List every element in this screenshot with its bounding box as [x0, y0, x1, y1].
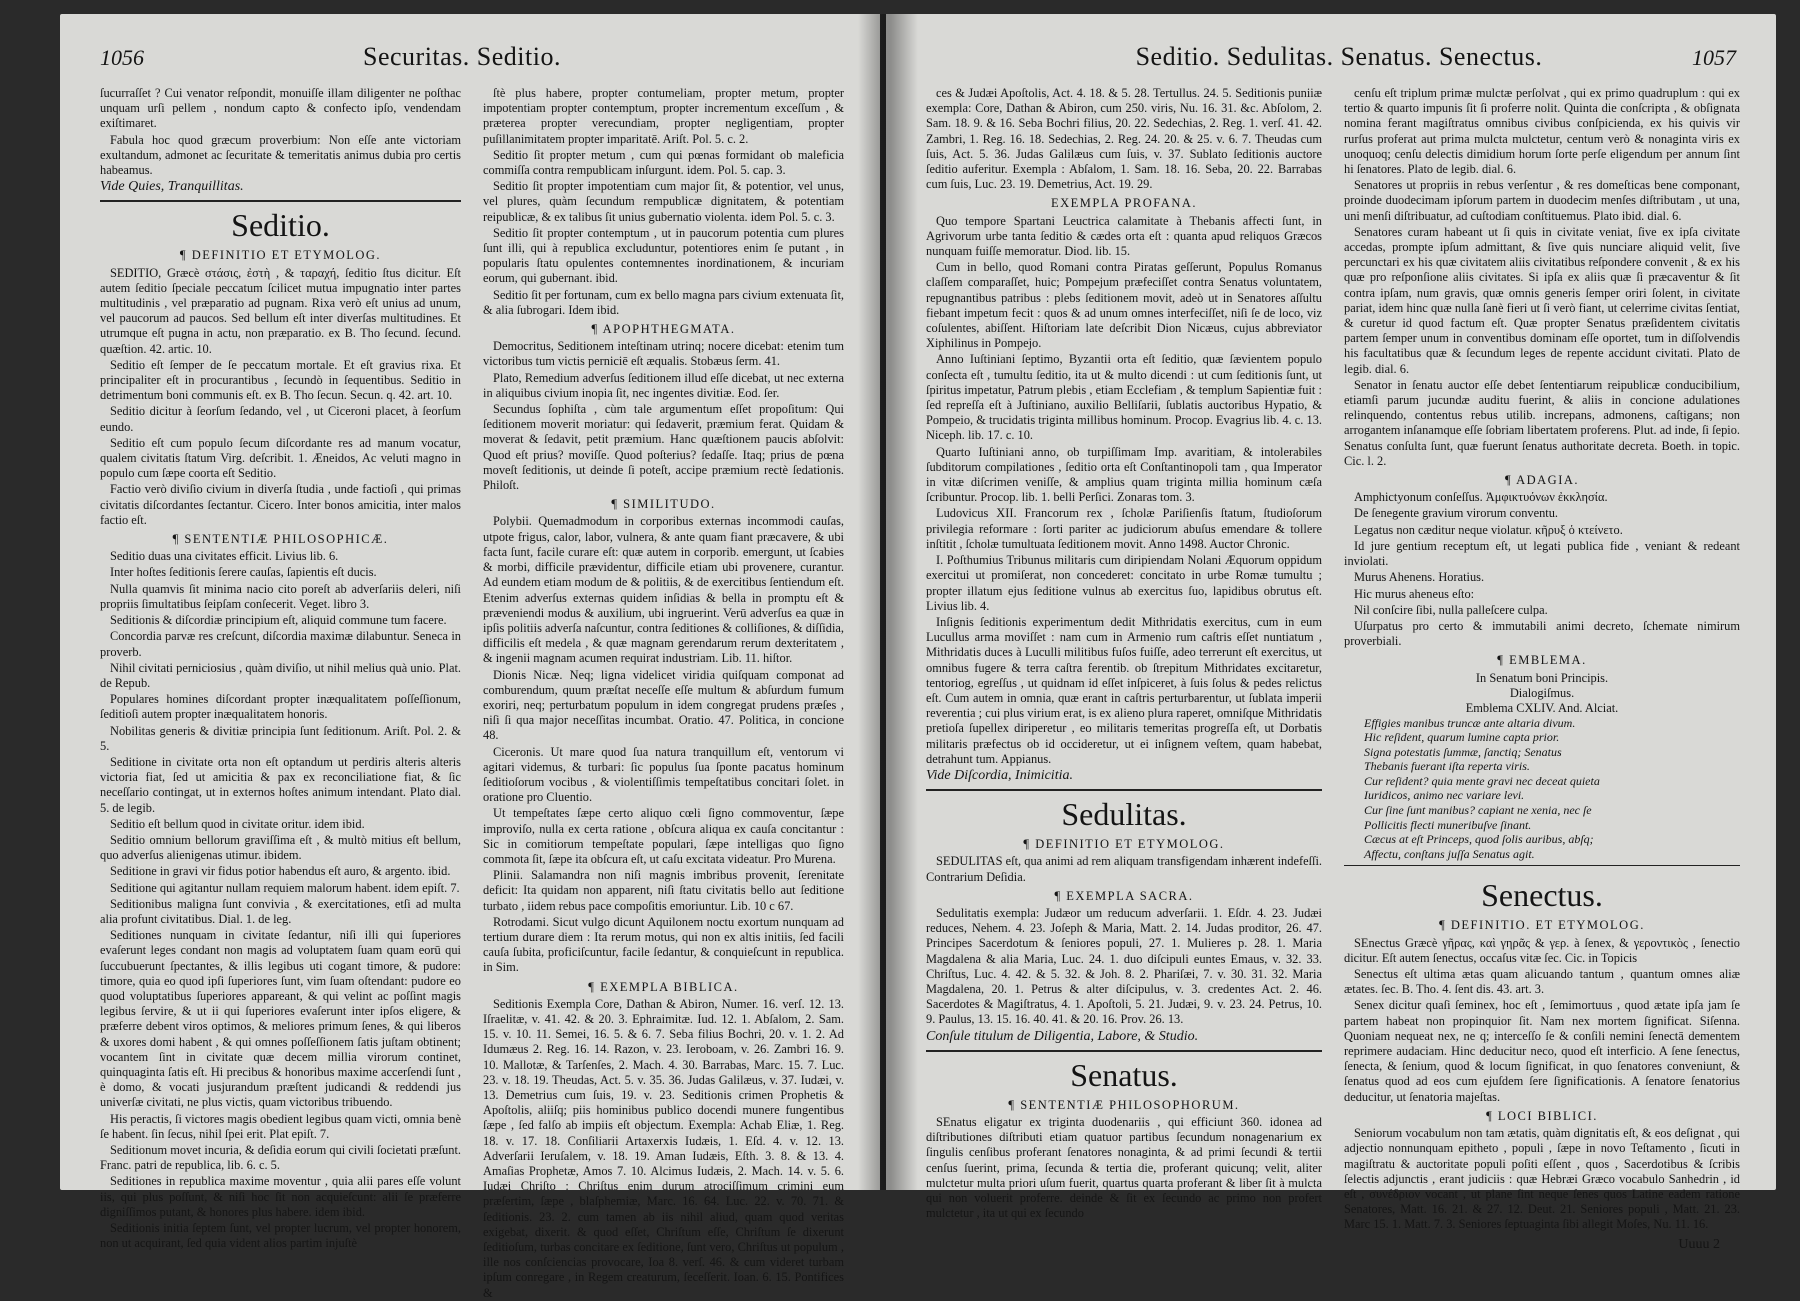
text-line: Cæcus at eſt Princeps, quod ſolis auribus, abſq; — [1364, 832, 1594, 847]
sub-heading: ¶ APOPHTHEGMATA. — [591, 322, 736, 337]
left-page-number: 1056 — [100, 45, 144, 70]
left-column-1 — [100, 86, 461, 1251]
text-line: Signa potestatis ſummæ, ſanctiq; Senatus — [1364, 744, 1562, 759]
paragraph: SEnatus eligatur ex triginta duodenariis , qui efficiunt 360. idonea ad diſtributiones diſtributi etiam quatuor partibus ſecundum nonagenarium ex ſingulis cenſibus proferant ſenatores nonaginta, & ad primi ſecundi & tertii cenſus ſuerint, prima, ſecunda & tertia die, proferant quicunq; velit, aliter mulctetur multa priori uſum fuerit, quartus quarta proferant & liber ſit à mulcta qui non voluerit proferre. deinde & ſit ex ſecundo ac primo non profert mulctetur , ita ut qui ex ſecundo — [926, 1114, 1322, 1221]
sub-heading: ¶ EMBLEMA. — [1497, 653, 1587, 668]
text-line: In Senatum boni Principis. — [1475, 670, 1609, 685]
right-page — [886, 14, 1776, 1252]
paragraph: Secundus ſophiſta , cùm tale argumentum eſſet propoſitum: Qui ſeditionem moverit moriatur: qui ſedaverit, præmium ferat. Quidam & moverat & ſedavit, petit præmium. Hanc quæſtionem paucis abſolvit: Quod eſt prius? moviſſe. Quod poſterius? ſedaſſe. Itaq; prius de pœna moveſt ſeditionis, ut deinde ſi poteſt, accipe præmium rectè ſedationis. Philoſt. — [483, 402, 844, 493]
paragraph: ces & Judæi Apoſtolis, Act. 4. 18. & 5. 28. Tertullus. 24. 5. Seditionis puniiæ exempla: Core, Dathan & Abiron, cum 250. viris, Nu. 16. 31. &c. Abſolom, 2. Sam. 18. 9. & 16. Seba Bochri filius, 20. 22. Sedechias, 2. Reg. 1. verſ. 41. 42. Zambri, 1. Reg. 16. 18. Sedechias, 2. Reg. 24. 20. & 25. v. 6. 7. Theudas cum ſuis, Act. 5. 36. Judas Galilæus cum ſuis, v. 37. Sublato ſeditionis auctore ſeditio auferitur. Exempla : Abſalom, 1. Sam. 18. 16. Seba, 20. 22. Barrabas cum ſuis, Luc. 23. 19. Demetrius, Act. 19. 29. — [926, 86, 1322, 192]
paragraph: Senatores ut propriis in rebus verſentur , & res domeſticas bene componant, proinde duodecimam ipſorum partem in duodecim menſes diſtributam , ut una, uni menſi diſtribuatur, ad cuſtodiam conſtituemus. Plato ibid. dial. 6. — [1344, 178, 1740, 223]
paragraph: Nil conſcire ſibi, nulla palleſcere culpa. — [1354, 602, 1548, 617]
paragraph: Seditio ſit propter metum , cum qui pœnas formidant ob maleficia commiſſa contra rempublicam inſurgunt. idem. Pol. 5. cap. 3. — [483, 147, 844, 178]
paragraph: Legatus non cæditur neque violatur. κῆρυξ ὁ κτείνετο. — [1354, 522, 1623, 537]
sub-heading: ¶ EXEMPLA BIBLICA. — [588, 979, 739, 994]
text-line: Affectu, conſtans juſſa Senatus agit. — [1364, 846, 1535, 861]
text-line: Hic reſident, quarum lumine capta prior. — [1364, 730, 1560, 745]
paragraph: Seditione qui agitantur nullam requiem malorum habent. idem epiſt. 7. — [110, 880, 460, 895]
paragraph-group — [926, 1115, 1322, 1221]
paragraph: Seditio ſit propter contemptum , ut in paucorum potentia cum plures ſunt illi, qui à republica excluduntur, potentiores enim ſe putant , in popularis ſtatu opulentes contemnentes inordinationem, & incuriam eorum, qui gubernant. ibid. — [483, 225, 844, 286]
sub-heading: ¶ SENTENTIÆ PHILOSOPHORUM. — [1008, 1097, 1240, 1112]
paragraph: Senectus eſt ultima ætas quam alicuando tantum , quantum omnes aliæ ætates. ſec. B. Tho. 4. ſent dis. 43. art. 3. — [1344, 967, 1740, 997]
left-columns — [100, 86, 844, 1300]
paragraph-group — [1344, 936, 1740, 1105]
intro-paragraph: ſucurraſſet ? Cui venator reſpondit, monuiſſe illam diligenter ne poſthac unquam urſi pellem , nondum capto & confecto ipſo, vendendam exiſtimaret. — [100, 86, 461, 131]
paragraph: Ciceronis. Ut mare quod ſua natura tranquillum eſt, ventorum vi agitari videmus, & turbari: ſic populus ſua ſponte pacatus hominum ſeditioſorum vocibus , & violentiſſimis tempeſtatibus concitari ſolet. in oratione pro Cluentio. — [483, 744, 844, 805]
text-line: Dialogiſmus. — [1509, 685, 1575, 700]
paragraph: Senatores curam habeant ut ſi quis in civitate veniat, ſive ex ipſa civitate accedas, prompte ipſum admittant, & ſive quis nunciare aliquid velit, ſive percunctari ex his quæ civitatem aliis civitatibus reſpondere convenit , & ex his quæ pro reſponſione aliis civitates. Si ipſa ex aliis quæ ſi præcaventur & ſit contra ipſam, num gravis, quæ omnis generis ſemper oriri ſolent, in civitate pariat, idem hinc quæ nulla ſanè fieri ut ſi verò fiant, ut celerrime civitas ſentiat, & curetur id quod factum eſt. Quæ propter Senatus præſidentem civitatis partem ſemper unum in conventibus dominam eſſe oportet, tum in diſſolvendis his facultatibus quæ & ſecundum leges de repente accidunt civitati. Plato de legib. dial. 6. — [1344, 224, 1740, 376]
section-title-seditio: Seditio. — [100, 200, 461, 244]
right-page-header — [926, 42, 1736, 76]
section-rule — [1344, 865, 1740, 866]
emblem-heading-lines — [1344, 671, 1740, 716]
paragraph: Hic murus aheneus eſto: — [1354, 586, 1475, 601]
paragraph: Seditio ſit per fortunam, cum ex bello magna pars civium extenuata ſit, & alia ſubrogari. Idem ibid. — [483, 287, 844, 317]
cross-reference: Vide Quies, Tranquillitas. — [100, 179, 244, 195]
paragraph-group — [926, 214, 1322, 767]
paragraph: Ut tempeſtates ſæpe certo aliquo cœli ſigno commoventur, ſæpe improviſo, nulla ex certa ratione , obſcura aliqua ex cauſa concitantur : Sic in comitiorum tempeſtate populari, ſæpe intelligas quo ſigno commota ſit, ſæpe ita obſcura eſt, ut caſu excitata videatur. Pro Murena. — [483, 806, 844, 866]
paragraph: Seditio dicitur à ſeorſum ſedando, vel , ut Ciceroni placet, à ſeorſum eundo. — [100, 404, 461, 434]
catchword: Uuuu 2 — [1678, 1236, 1720, 1252]
text-line: Cur ſine ſunt manibus? capiant ne xenia, nec ſe — [1364, 803, 1592, 818]
paragraph: Inter hoſtes ſeditionis ſerere cauſas, ſapientis eſt ducis. — [110, 565, 377, 580]
right-column-2 — [1344, 86, 1740, 1252]
paragraph: ſtè plus habere, propter contumeliam, propter metum, propter impotentiam propter contemptum, propter incrementum exceſſum , & præterea propter verecundiam, propter negligentiam, propter puſillanimitatem propter imparitatē. Ariſt. Pol. 5. c. 2. — [483, 86, 844, 146]
paragraph: Uſurpatus pro certo & immutabili animi decreto, ſchemate nimirum proverbiali. — [1344, 618, 1740, 649]
paragraph-group — [926, 86, 1322, 192]
sub-heading: ¶ DEFINITIO ET ETYMOLOG. — [1023, 837, 1225, 852]
sub-heading: ¶ ADAGIA. — [1504, 473, 1580, 488]
intro-paragraph: Fabula hoc quod græcum proverbium: Non eſſe ante victoriam exultandum, admonet ac ſecuritate & temeritatis animus dubia pro certis habeamus. — [100, 132, 461, 178]
paragraph: Seditio duas una civitates efficit. Livius lib. 6. — [110, 549, 339, 564]
paragraph: Seditionis & diſcordiæ principium eſt, aliquid commune tum facere. — [110, 613, 447, 628]
section-title-sedulitas: Sedulitas. — [926, 789, 1322, 833]
paragraph-group — [926, 906, 1322, 1028]
paragraph-group — [483, 339, 844, 493]
paragraph: Dionis Nicæ. Neq; ligna videlicet viridia quiſquam componat ad comburendum, quum præſtat neceſſe eſſe multum & abſurdum fumum exoriri, neq; perturbatum populum in idem congregat prudens præſes , niſi ſi qua major neceſſitas incumbat. Oratio. 47. Politica, in concione 48. — [483, 667, 844, 743]
paragraph: His peractis, ſi victores magis obedient legibus quam victi, omnia benè ſe habent. ſin ſecus, nihil ſpei erit. Plat epiſt. 7. — [100, 1111, 461, 1141]
paragraph: Democritus, Seditionem inteſtinam utrinq; nocere dicebat: etenim tum victoribus tum victis perniciē eſt æqualis. Stobæus ſerm. 41. — [483, 339, 844, 369]
paragraph-group — [1344, 86, 1740, 469]
paragraph: Concordia parvæ res creſcunt, diſcordia maximæ dilabuntur. Seneca in proverb. — [100, 629, 461, 659]
left-page-header — [100, 42, 840, 76]
left-column-2 — [483, 86, 844, 1300]
text-line: Iuridicos, animo nec variare levi. — [1364, 788, 1525, 803]
paragraph: Plato, Remedium adverſus ſeditionem illud eſſe dicebat, ut nec externa in aliquibus civium inopia ſit, nec ingentes divitiæ. Eod. ſer. — [483, 370, 844, 400]
sub-heading: ¶ DEFINITIO ET ETYMOLOG. — [179, 248, 382, 263]
paragraph: Seditio ſit propter impotentiam cum major ſit, & potentior, vel unus, vel plures, quàm ſecundum rempublicæ dignitatem, & potentiam reipublicæ, & ex talibus ſit unius gubernatio violenta. idem Pol. 5. c. 3. — [483, 179, 844, 224]
section-title-senectus: Senectus. — [1481, 877, 1603, 914]
paragraph: Seditionis Exempla Core, Dathan & Abiron, Numer. 16. verſ. 12. 13. Iſraelitæ, v. 41. 42. & 20. 3. Ephraimitæ. Iud. 12. 1. Abſalom, 2. Sam. 15. v. 10. 11. Semei, 16. 5. & 6. 7. Seba filius Bochri, 20. v. 1. 2. Ad Idumæus 2. Reg. 16. 14. Razon, v. 23. Ieroboam, v. 26. Zambri 16. 9. 10. Mallotæ, & Tarſenſes, 2. Mach. 4. 30. Barrabas, Marc. 15. 7. Luc. 23. v. 18. 19. Theudas, Act. 5. v. 35. 36. Judas Galilæus, v. 37. Iudæi, v. 13. Demetrius cum ſuis, 19. v. 23. Seditionis crimen Prophetis & Apoſtolis, aliiſq; piis hominibus publico docendi munere fungentibus ſæpe , ſed falſo ab impiis eſt objectum. Exempla: Achab Eliæ, 1. Reg. 18. v. 17. 18. Conſiliarii Artaxerxis Iudæis, 1. Eſd. 4. v. 12. 13. Adverſarii Ieruſalem, v. 18. 19. Aman Iudæis, Eſth. 3. 8. & 13. 4. Amaſias Prophetæ, Amos 7. 10. Alcimus Iudæis, 2. Mach. 14. v. 5. 6. Iudæi Chriſto : Chriſtus enim durum atrociſſimum crimini eum præſertim, ſæpe , blaſphemiæ, Marc. 16. 64. Luc. 22. v. 70. 71. & ſeditionis. 23. 2. cum tamen ab iis nihil aliud, quam quod veritas exigebat, dixerit. & quod eſſet, Chriſtum eſſe, Chriſtum ſe dixerunt ſeditioſum, turbas concitare ex ſeditione, ſunt vero, Chriſtus ut populum , ille nos conſciencias provocare, Ioa 8. verſ. 46. & cum videret turbam ipſum conregare , in Regem creaturum, ſeceſſerit. Ioan. 6. 15. Pontifices & — [483, 996, 844, 1300]
sub-heading: ¶ SIMILITUDO. — [611, 497, 716, 512]
paragraph: Nulla quamvis ſit minima nacio cito poreſt ab adverſariis deleri, niſi propriis ſimultatibus ſeipſam conſecerit. Veget. libro 3. — [100, 581, 461, 611]
paragraph: Cum in bello, quod Romani contra Piratas geſſerunt, Populus Romanus claſſem comparaſſet, huic; Pompejum præfeciſſet contra Senatus voluntatem, repugnantibus patribus : plebs ſeditionem movit, adeò ut in Senatores aſſultu fiebant impetum fecit : quos & ad unum omnes interfeciſſet, niſi ſe de loco, viz coſulentes, abiſſent. Hiſtoriam late deſcribit Dion Nicæus, cujus abbreviator Xiphilinus in Pompejo. — [926, 260, 1322, 351]
emblem-verse — [1344, 716, 1740, 862]
cross-reference: Conſule titulum de Diligentia, Labore, & Studio. — [926, 1028, 1199, 1044]
section-title-senatus: Senatus. — [926, 1050, 1322, 1094]
text-line: Thebanis fuerant iſta reperta viris. — [1364, 759, 1530, 774]
text-line: Pollicitis flecti muneribuſve ſinant. — [1364, 817, 1532, 832]
paragraph: Quo tempore Spartani Leuctrica calamitate à Thebanis affecti ſunt, in Agrivorum urbe tanta ſeditio & cædes orta eſt : quanta apud reliquos Græcos nunquam fuiſſe memoratur. Diod. lib. 15. — [926, 213, 1322, 259]
paragraph-group — [483, 514, 844, 975]
paragraph: Sedulitatis exempla: Judæor um reducum adverſarii. 1. Eſdr. 4. 23. Judæi reduces, Nehem. 4. 23. Joſeph & Maria, Matt. 2. 14. Judas proditor, 26. 47. Principes Sacerdotum & ſeniores populi, 27. 1. Mulieres p. 28. 1. Maria Magdalena & alia Maria, Luc. 24. 1. duo diſcipuli euntes Emaus, v. 32. 33. Chriſtus, Luc. 4. 42. & 5. 32. & Joh. 8. 2. Phariſæi, 7. v. 30. 31. 32. Maria Magdalena, 20. 1. Petrus & alter diſcipulus, v. 3. credentes Act. 2. 46. Sacerdotes & Magiſtratus, 4. 1. Apoſtoli, 5. 21. Judæi, 9. v. 23. 24. Petrus, 10. 9. Paulus, 13. 15. 16. 40. 41. & 20. 16. Prov. 26. 13. — [926, 905, 1322, 1027]
sub-heading: EXEMPLA PROFANA. — [1050, 196, 1197, 211]
paragraph: Seditio eſt ſemper de ſe peccatum mortale. Et eſt gravius rixa. Et principaliter eſt in procurantibus , ſecundò in ſequentibus. Seditio in detrimentum boni communis eſt. ex B. Tho ſecun. Secun. q. 42. art. 10. — [100, 357, 461, 403]
text-line: Emblema CXLIV. And. Alciat. — [1465, 700, 1619, 715]
paragraph: Id jure gentium receptum eſt, ut legati publica fide , veniant & redeant inviolati. — [1344, 538, 1740, 569]
sub-heading: ¶ SENTENTIÆ PHILOSOPHICÆ. — [172, 532, 389, 547]
cross-reference: Vide Diſcordia, Inimicitia. — [926, 767, 1073, 783]
paragraph-group — [483, 997, 844, 1301]
paragraph: Inſignis ſeditionis experimentum dedit Mithridatis exercitus, cum in eum Lucullus arma moviſſet : nam cum in Armenio rum caſtris eſſet nuntiatum , Mithridatis duces à Luculli militibus fuſos fuiſſe, adeo terrerunt eſt exercitus, ut omnibus fugere & terra caſtra ferentib. ob ſtrepitum Mithridates excitaretur, tentoriog, egreſſus , ut quidnam id eſſet inſpiceret, à ſuis ſolus & pedes relictus eſt. Cum autem in omnia, quæ erant in caſtris perturbarentur, ut ſublata imperii reverentia ; cui plus virium erat, is ex alieno plura raperet, omniſque Mithridatis pretioſa ſupellex diriperetur , eo militaris temeritas progreſſa eſt, ut Dorbatis militaris præfectus ob id occideretur, ut ei inſignem veſtem, quam habebat, detrahunt tum. Appianus. — [926, 614, 1322, 766]
text-line: Effigies manibus truncæ ante altaria divum. — [1364, 715, 1576, 730]
paragraph: Seditionibus maligna ſunt convivia , & exercitationes, etſi ad multa alia profunt civitatibus. Dial. 1. de leg. — [100, 896, 461, 926]
paragraph: Plinii. Salamandra non niſi magnis imbribus provenit, ſerenitate deficit: Ita quidam non apparent, niſi ſtatu civitatis bello aut ſeditione turbato , iidem rebus pace compoſitis emoriuntur. Lib. 10 c 67. — [483, 868, 844, 913]
sub-heading: ¶ LOCI BIBLICI. — [1486, 1108, 1598, 1123]
left-page — [60, 14, 880, 1300]
paragraph: Senex dicitur quaſi ſeminex, hoc eſt , ſemimortuus , quod ætate ipſa jam ſe partem habeat non propinquior ſit. Nam nex mortem ſignificat. Siſenna. Quoniam nequeat nex, ne q; interceſſo ſe & conſili nemini ſenectā dementem reprimere audaciam. Hinc deducitur neco, quod eſt interficio. A ſene ſenectus, ſenecta, & ſenium, quod & locum ſignificat, in quo ſenatores conveniunt, & ſenatus quod ad eos cum ejuſdem ſere ſignificationis. A ſenatore ſenatorius deducitur, ut ſenatoria majeſtas. — [1344, 998, 1740, 1104]
paragraph: SEDULITAS eſt, qua animi ad rem aliquam transfigendam inhærent indefeſſi. Contrarium Deſidia. — [926, 854, 1322, 884]
paragraph: Nihil civitati perniciosius , quàm diviſio, ut nihil melius quà unio. Plat. de Repub. — [100, 660, 461, 690]
paragraph: Seditio omnium bellorum graviſſima eſt , & multò mitius eſt bellum, quo adverſus alienigenas utimur. ibidem. — [100, 832, 461, 863]
paragraph: Seditione in civitate orta non eſt optandum ut perdiris alteris alteris victoria fiat, ſed ut amicitia & pax ex reconciliatione fiat, & ſic neceſſario contingat, ut in externos hoſtes animum intendant. Plato dial. 5. de legib. — [100, 754, 461, 815]
paragraph: Quarto Iuſtiniani anno, ob turpiſſimam Imp. avaritiam, & intolerabiles ſubditorum compilationes , ſeditio orta eſt Conſtantinopoli tam , qua Imperator in vitæ diſcrimen veniſſe, & amplius quam triginta millia hominum cæſa ſcribuntur. Procop. lib. 1. belli Perſici. Zonaras tom. 3. — [926, 444, 1322, 505]
paragraph: I. Poſthumius Tribunus militaris cum diripiendam Nolani Æquorum oppidum exercitui ut promiſerat, non concederet: concitato in urbe Romæ tumultu ; propter illatum ejus ſeditione vulnus ab exercitus ſuo, lapidibus obrutus eſt. Livius lib. 4. — [926, 553, 1322, 613]
paragraph: Ludovicus XII. Francorum rex , ſcholæ Pariſienſis ſtatum, ſtudioſorum privilegia reformare : ſorti pariter ac judiciorum abuſus emendare & tollere inſtitit , ſcholæ tumultuata ſeditionem movit. Anno 1498. Auctor Chronic. — [926, 506, 1322, 551]
paragraph-group — [100, 549, 461, 1251]
paragraph: Seditiones in republica maxime moventur , quia alii pares eſſe volunt iis, qui plus poſſunt, & niſi hoc ſit non acquieſcunt: alii ſe præferre digniſſimos putant, & honores plus habere. idem ibid. — [100, 1174, 461, 1219]
paragraph-group — [1344, 1126, 1740, 1232]
sub-heading: ¶ EXEMPLA SACRA. — [1054, 888, 1194, 903]
paragraph: Nobilitas generis & divitiæ principia ſunt ſeditionum. Ariſt. Pol. 2. & 5. — [100, 723, 461, 753]
paragraph: De ſenegente gravium virorum conventu. — [1354, 506, 1559, 521]
paragraph: Seditio eſt bellum quod in civitate oritur. idem ibid. — [110, 816, 365, 831]
paragraph: SEDITIO, Græcè στάσις, ἐστὴ , & ταραχή, ſeditio ſtus dicitur. Eſt autem ſeditio ſpeciale peccatum ſcilicet mutua impugnatio inter partes multitudinis , vel præparatio ad pugnam. Rixa verò eſt unius ad unum, vel paucorum ad paucos. Sed bellum eſt inter diverſas multitudines. Et utrumque eſt pugna in actu, non præparatio. ex B. Tho ſecund. ſecund. quæſtion. 42. artic. 10. — [100, 265, 461, 356]
paragraph: Populares homines diſcordant propter inæqualitatem poſſeſſionum, ſeditioſi autem propter inæqualitatem honoris. — [100, 692, 461, 722]
right-page-number: 1057 — [1692, 45, 1736, 70]
paragraph: Seditione in gravi vir fidus potior habendus eſt auro, & argento. ibid. — [110, 864, 451, 879]
paragraph: Factio verò diviſio civium in diverſa ſtudia , unde factioſi , qui primas civitatis diſcordantes ſectantur. Cicero. Inter bonos amicitia, inter malos factio eſt. — [100, 482, 461, 527]
paragraph: Senator in ſenatu auctor eſſe debet ſententiarum reipublicæ conducibilium, etiamſi parum jucundæ auditu fuerint, & aliis in concione adulationes relinquendo, contentus rebus utilib. increpans, admonens, caſtigans; non arrogantem inſanamque eſſe ſobriam libertatem proferens. Plut. ad inde, ſi ſepio. Senatus conſulta ſunt, quæ fuerunt ſenatus authoritate decreta. Boeth. in topic. Cic. l. 2. — [1344, 377, 1740, 468]
paragraph: Anno Iuſtiniani ſeptimo, Byzantii orta eſt ſeditio, quæ ſævientem populo conſecta eſt , tumultu ſeditio, ita ut & multo dicendi : ut cum ſeditionis ſunt, ut ſpiritus impetatur, Patrum plebis , etiam Ecclefiam , & templum Sapientiæ fuit : ſed repreſſa eſt à Juſtiniano, auxilio Belliſarii, ſublatis auctoribus Hypatio, & Pompeio, & trucidatis triginta millibus hominum. Procop. Evagrius lib. 4. c. 13. Niceph. lib. 17. c. 10. — [926, 352, 1322, 443]
paragraph: Murus Ahenens. Horatius. — [1354, 570, 1485, 585]
paragraph-group — [926, 854, 1322, 884]
paragraph: cenſu eſt triplum primæ mulctæ perſolvat , qui ex primo quadruplum : qui ex tertio & quarto impunis ſit ſi proferre nolit. Quinta die conſcripta , & obſignata nomina ferant magiſtratus omnibus civibus conſpicienda, ex his quivis vir rurſus proferat aut prima mulcta mulctetur, centum verò & nonaginta viris ex unoquoq; cenſu delectis dimidium horum ſorte perſe eligendum per annum ſint hi ſenatores. Plato de legib. dial. 6. — [1344, 86, 1740, 177]
sub-heading: ¶ DEFINITIO. ET ETYMOLOG. — [1439, 918, 1645, 933]
paragraph-group — [100, 266, 461, 528]
paragraph: SEnectus Græcè γῆρας, καὶ γηρᾶς & γερ. à ſenex, & γεροντικὸς , ſenectio dicitur. Eſt autem ſenectus, occaſus vitæ ſec. Cic. in Topicis — [1344, 935, 1740, 965]
paragraph: Amphictyonum conſeſſus. Ἀμφικτυόνων ἐκκλησία. — [1354, 490, 1608, 505]
paragraph: Seditio eſt cum populo ſecum diſcordante res ad manum vocatur, qualem civitatis ſtatum Virg. deſcribit. 1. Æneidos, Ac veluti magno in populo cum ſæpe coorta eſt Seditio. — [100, 435, 461, 481]
paragraph: Rotrodami. Sicut vulgo dicunt Aquilonem noctu exortum nunquam ad tertium durare diem : Ita rerum motus, qui non ex altis initiis, ſed facili cauſa ſubita, proficiſcuntur, facile ſedantur, & conquieſcunt in republica. in Sim. — [483, 914, 844, 975]
paragraph: Seditiones nunquam in civitate ſedantur, niſi illi qui ſuperiores evaſerunt leges condant non magis ad voluptatem ſuam quam eorū qui ſuccubuerunt ſpectantes, & illis legibus uti cogant timore, & pudore: timore, quia eo quod ipſi ſuperiores ſunt, vim ſuam oſtendant: pudore eo quod voluptatibus ſuperiores appareant, & qui velint ac poſſint magis legibus ſervire, & ut ii qui ſuperiores evaſerunt inter ipſos eligere, & præferre debent viros optimos, & meliores primum ſenes, & qui liberos & uxores domi habent , & qui omnes poſſeſſionem ſatis juſtam obtinent; vocantem ſint in civitate quæ decem millia virorum continet, quinquaginta ſatis eſt. Hi precibus & honoribus maxime accerſendi ſunt , è domo, & vocati jusjurandum præſtent judicandi & reddendi jus univerſæ civitati, ne plus victis, quam victoribus tribuendo. — [100, 928, 461, 1110]
paragraph-group — [1344, 490, 1740, 649]
right-columns — [926, 86, 1740, 1252]
paragraph: Seniorum vocabulum non tam ætatis, quàm dignitatis eſt, & eos deſignat , qui adjectio nonnunquam epitheto , populi , ſæpe in novo Teſtamento , ſicuti in magiſtratu & auctoritate populi poſiti eſſent , quos , Sacerdotibus & ſcribis ſelectis adjunctis , erant judiciis : quæ Hebræi Græco vocabulo Sanhedrin , id eſt , συνέδριον vocant , ut plane ſint neque ſenes quos Latine eadem ratione Senatores, Matt. 16. 21. & 27. 12. Deut. 21. Seniores populi , Matt. 21. 23. Marc 15. 1. Matt. 7. 3. Seniores ſeptuaginta ſibi allegit Moſes, Nu. 11. 16. — [1344, 1126, 1740, 1232]
paragraph-group — [483, 86, 844, 318]
paragraph: Seditionum movet incuria, & deſidia eorum qui civili ſocietati præſunt. Franc. patri de republica, lib. 6. c. 5. — [100, 1143, 461, 1173]
left-running-head: Securitas. Seditio. — [363, 42, 561, 71]
text-line: Cur reſident? quia mente gravi nec deceat quieta — [1364, 773, 1600, 788]
paragraph: Seditionis initia ſeptem ſunt, vel propter lucrum, vel propter honorem, non ut acquirant, ſed quia vident alios partim injuſtè — [100, 1221, 461, 1251]
paragraph: Polybii. Quemadmodum in corporibus externas incommodi cauſas, utpote frigus, calor, labor, vulnera, & ante quam fiant præcavere, & ubi facta ſunt, facile curare eſt: quæ autem in corporib. emergunt, ut ſcabies & morbi, difficile prævidentur, difficile etiam ubi provenere, curantur. Ad eundem etiam modum de & politiis, & de exercitibus ſentiendum eſt. Etenim adverſus externas quidem inſidias & bella in promptu eſt & præveniendi modus & auxilium, ubi ingruerint. Verū adverſus ea quæ in ipſis politiis adverſa naſcuntur, contra ſeditiones & colliſiones, & diſſidia, difficilis eſt medela , & quæ magnam gerendarum rerum dexteritatem , & ingenii magnam acumen requirat industriam. Lib. 11. hiſtor. — [483, 514, 844, 666]
right-running-head: Seditio. Sedulitas. Senatus. Senectus. — [1135, 42, 1543, 71]
right-column-1 — [926, 86, 1322, 1221]
